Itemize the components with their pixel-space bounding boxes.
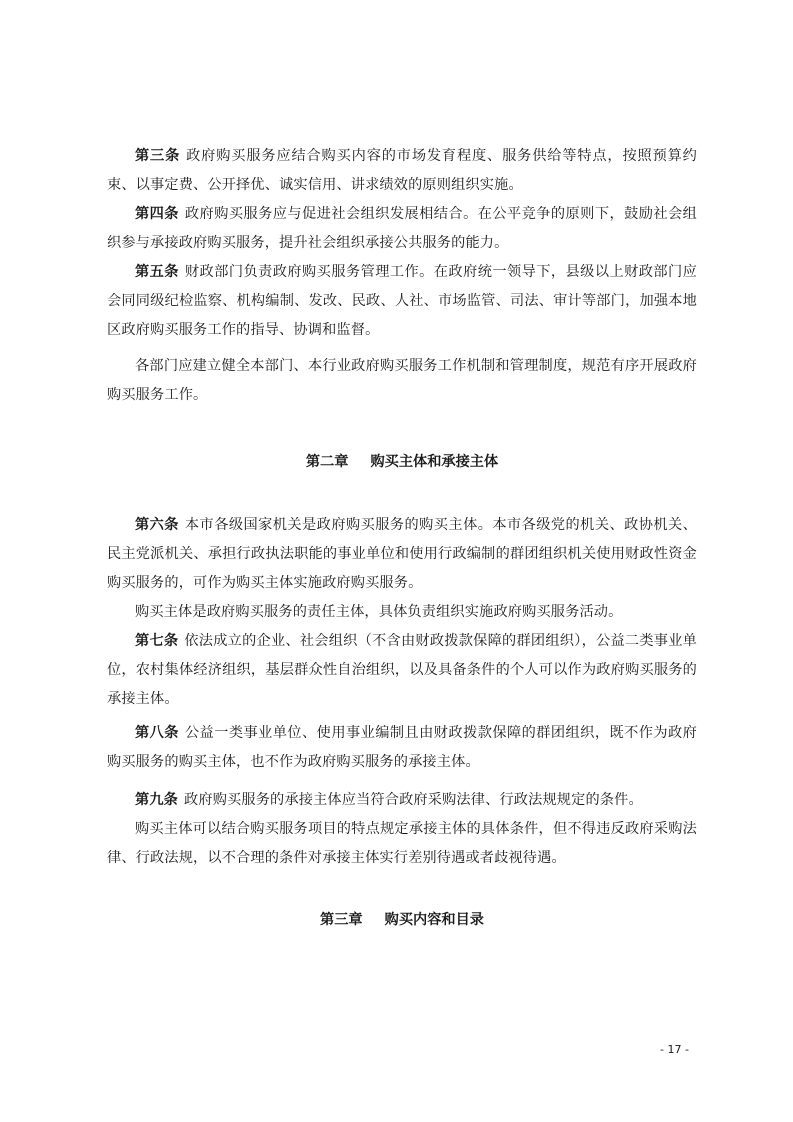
article-6-paragraph [107,511,697,598]
article-number: 第五条 [135,264,179,280]
article-5-continuation-paragraph [107,352,697,410]
article-number: 第四条 [135,206,179,222]
article-4-paragraph [107,200,697,258]
paragraph-text: 购买主体可以结合购买服务项目的特点规定承接主体的具体条件，但不得违反政府采购法律、行政法规，以不合理的条件对承接主体实行差别待遇或者歧视待遇。 [107,821,697,866]
page-number: - 17 - [660,1043,689,1056]
chapter-title: 购买主体和承接主体 [370,454,499,470]
article-5-paragraph [107,258,697,345]
article-text: 依法成立的企业、社会组织（不含由财政拨款保障的群团组织），公益二类事业单位，农村集体经济组织，基层群众性自治组织，以及具备条件的个人可以作为政府购买服务的承接主体。 [107,633,697,707]
chapter-title: 购买内容和目录 [384,912,484,928]
article-text: 政府购买服务的承接主体应当符合政府采购法律、行政法规规定的条件。 [184,792,643,808]
article-number: 第九条 [135,792,179,808]
paragraph-text: 各部门应建立健全本部门、本行业政府购买服务工作机制和管理制度，规范有序开展政府购买服务工作。 [107,358,697,403]
chapter-2-heading [107,452,697,472]
chapter-number: 第三章 [320,912,363,928]
article-number: 第三条 [135,148,181,164]
article-number: 第八条 [135,725,179,741]
article-8-paragraph [107,719,697,777]
chapter-3-heading [107,910,697,930]
article-7-paragraph [107,627,697,714]
article-text: 财政部门负责政府购买服务管理工作。在政府统一领导下，县级以上财政部门应会同同级纪检监察、机构编制、发改、民政、人社、市场监管、司法、审计等部门，加强本地区政府购买服务工作的指导、协调和监督。 [107,264,697,338]
article-9-paragraph [107,786,697,815]
article-6-continuation-paragraph [107,598,697,627]
article-text: 政府购买服务应结合购买内容的市场发育程度、服务供给等特点，按照预算约束、以事定费、公开择优、诚实信用、讲求绩效的原则组织实施。 [107,148,697,193]
article-text: 公益一类事业单位、使用事业编制且由财政拨款保障的群团组织，既不作为政府购买服务的购买主体，也不作为政府购买服务的承接主体。 [107,725,697,770]
article-text: 政府购买服务应与促进社会组织发展相结合。在公平竞争的原则下，鼓励社会组织参与承接政府购买服务，提升社会组织承接公共服务的能力。 [107,206,697,251]
paragraph-text: 购买主体是政府购买服务的责任主体，具体负责组织实施政府购买服务活动。 [135,604,623,620]
article-text: 本市各级国家机关是政府购买服务的购买主体。本市各级党的机关、政协机关、民主党派机关、承担行政执法职能的事业单位和使用行政编制的群团组织机关使用财政性资金购买服务的，可作为购买主体实施政府购买服务。 [107,517,697,591]
article-number: 第六条 [135,517,179,533]
article-9-continuation-paragraph [107,815,697,873]
article-number: 第七条 [135,633,179,649]
article-3-paragraph [107,142,697,200]
chapter-number: 第二章 [305,454,349,470]
